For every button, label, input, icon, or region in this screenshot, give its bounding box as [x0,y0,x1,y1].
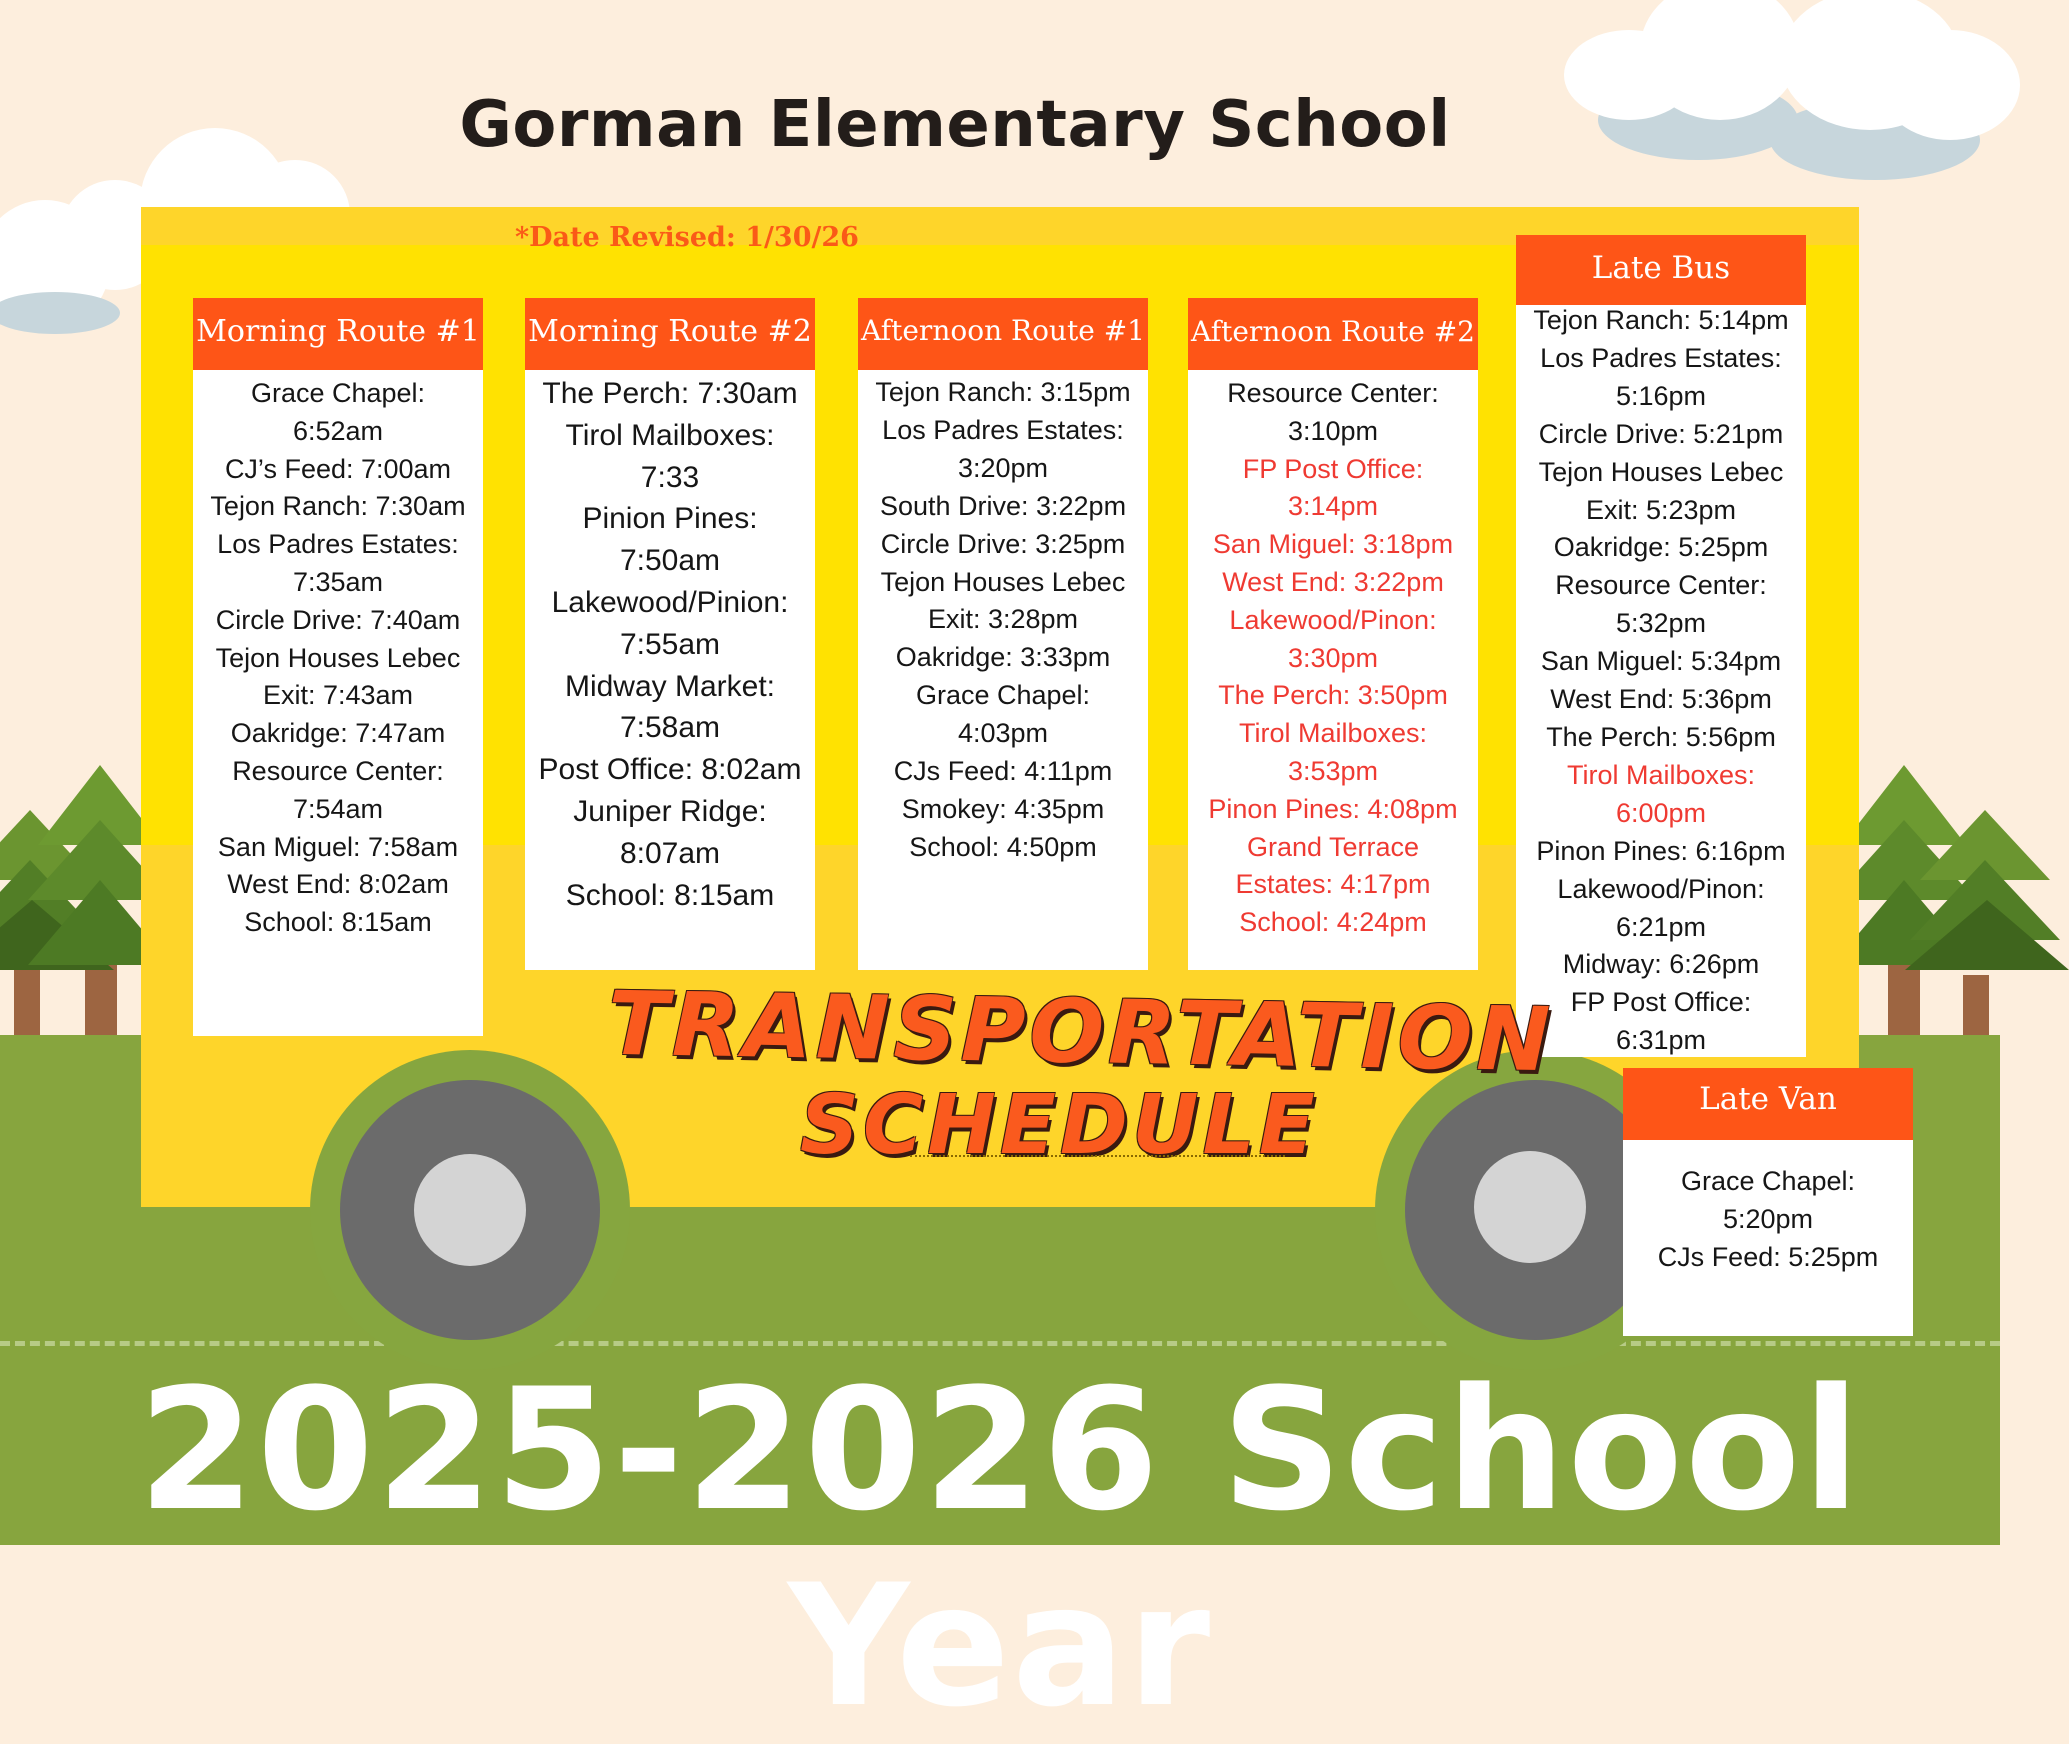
route-stop: Resource Center: [1555,570,1767,601]
route-stop: San Miguel: 5:34pm [1540,646,1782,677]
route-stop: 5:32pm [1615,608,1707,639]
afternoon-route-1-title: Afternoon Route #1 [858,298,1148,370]
route-stop: Tejon Houses Lebec [880,566,1126,597]
route-stop: 6:31pm [1615,1025,1707,1056]
route-stop: Exit: 5:23pm [1585,494,1737,525]
route-stop: FP Post Office: [1242,453,1424,484]
route-stop: Grand Terrace [1246,831,1420,862]
route-stop: Tejon Houses Lebec [215,642,461,673]
route-stop: Pinon Pines: 6:16pm [1536,835,1786,866]
route-stop: CJs Feed: 4:11pm [893,756,1113,787]
schedule-headline: SCHEDULE [800,1078,1319,1173]
route-stop: Tejon Ranch: 3:15pm [875,377,1131,407]
route-stop: South Drive: 3:22pm [879,490,1127,521]
route-stop: Tirol Mailboxes: [565,418,775,452]
route-stop: School: 4:24pm [1239,907,1427,938]
afternoon-route-2-card [1188,298,1478,970]
route-stop: School: 4:50pm [909,831,1097,862]
route-stop: Grace Chapel: [250,378,426,408]
route-stop: Pinon Pines: 4:08pm [1208,793,1458,824]
route-stop: FP Post Office: [1570,987,1752,1018]
route-stop: Resource Center: [1227,378,1439,408]
route-stop: West End: 3:22pm [1222,566,1444,597]
late-bus-card [1516,235,1806,1057]
route-stop: Exit: 3:28pm [927,604,1079,635]
date-revised: *Date Revised: 1/30/26 [515,222,859,253]
route-stop: 7:54am [292,793,384,824]
route-stop: Los Padres Estates: [217,529,459,560]
route-stop: 6:00pm [1615,797,1707,828]
school-year-banner: 2025-2026 School Year [138,1352,1862,1744]
route-stop: School: 8:15am [565,878,775,912]
route-stop: Estates: 4:17pm [1235,869,1431,900]
route-stop: 5:16pm [1615,380,1707,411]
route-stop: San Miguel: 7:58am [217,831,459,862]
morning-route-2-title: Morning Route #2 [525,298,815,370]
route-stop: Midway: 6:26pm [1562,949,1760,980]
route-stop: Midway Market: [564,669,776,703]
late-van-card [1623,1068,1913,1336]
route-stop: Los Padres Estates: [882,414,1124,445]
route-stop: Circle Drive: 5:21pm [1538,418,1784,449]
afternoon-route-2-title: Afternoon Route #2 [1188,298,1478,370]
route-stop: The Perch: 7:30am [542,377,798,410]
route-stop: Pinion Pines: [582,502,758,536]
route-stop: Tirol Mailboxes: [1566,759,1756,790]
route-stop: School: 8:15am [244,907,432,938]
morning-route-1-stops [193,375,483,942]
route-stop: 5:20pm [1722,1204,1814,1234]
route-stop: 6:52am [292,415,384,446]
route-stop: 7:33 [640,460,700,494]
late-van-stops [1623,1162,1913,1276]
transportation-headline: TRANSPORTATION [607,971,1555,1092]
late-bus-stops [1516,302,1806,1060]
route-stop: Lakewood/Pinon: [1229,604,1437,635]
route-stop: 3:30pm [1287,642,1379,673]
route-stop: Tejon Ranch: 5:14pm [1533,305,1789,335]
route-stop: Tirol Mailboxes: [1238,718,1428,749]
route-stop: 4:03pm [957,718,1049,749]
morning-route-2-card [525,298,815,970]
route-stop: Oakridge: 7:47am [230,718,446,749]
route-stop: Los Padres Estates: [1540,342,1782,373]
route-stop: 3:14pm [1287,491,1379,522]
route-stop: Circle Drive: 3:25pm [880,528,1126,559]
morning-route-1-card [193,298,483,1036]
school-title: Gorman Elementary School [459,88,1451,162]
route-stop: Lakewood/Pinon: [1557,873,1765,904]
route-stop: 7:35am [292,566,384,597]
route-stop: Oakridge: 3:33pm [895,642,1111,673]
route-stop: West End: 5:36pm [1550,684,1772,715]
route-stop: Lakewood/Pinion: [551,585,789,619]
route-stop: Oakridge: 5:25pm [1553,532,1769,563]
afternoon-route-1-card [858,298,1148,970]
route-stop: 3:53pm [1287,755,1379,786]
route-stop: 7:50am [619,544,721,578]
late-van-title: Late Van [1623,1068,1913,1140]
route-stop: CJs Feed: 5:25pm [1657,1242,1879,1272]
route-stop: 3:20pm [957,452,1049,483]
route-stop: Circle Drive: 7:40am [215,604,461,635]
route-stop: 3:10pm [1287,415,1379,446]
route-stop: Grace Chapel: [915,680,1091,711]
route-stop: West End: 8:02am [227,869,449,900]
route-stop: CJ’s Feed: 7:00am [224,453,452,484]
route-stop: 7:58am [619,711,721,745]
route-stop: Tejon Houses Lebec [1538,456,1784,487]
route-stop: San Miguel: 3:18pm [1212,529,1454,560]
late-bus-title: Late Bus [1516,235,1806,305]
afternoon-route-2-stops [1188,375,1478,942]
route-stop: The Perch: 3:50pm [1218,680,1448,711]
route-stop: 8:07am [619,836,721,870]
afternoon-route-1-stops [858,374,1148,867]
route-stop: Grace Chapel: [1680,1166,1856,1196]
route-stop: Smokey: 4:35pm [901,793,1105,824]
headline-dotted-rule [910,1155,1285,1157]
route-stop: Juniper Ridge: [573,794,767,828]
morning-route-2-stops [525,373,815,916]
route-stop: Resource Center: [232,755,444,786]
route-stop: The Perch: 5:56pm [1546,721,1776,752]
route-stop: Post Office: 8:02am [538,753,802,787]
morning-route-1-title: Morning Route #1 [193,298,483,370]
road-dash-line [0,1341,2000,1346]
route-stop: Tejon Ranch: 7:30am [210,491,466,522]
route-stop: 6:21pm [1615,911,1707,942]
route-stop: Exit: 7:43am [262,680,414,711]
route-stop: 7:55am [619,627,721,661]
